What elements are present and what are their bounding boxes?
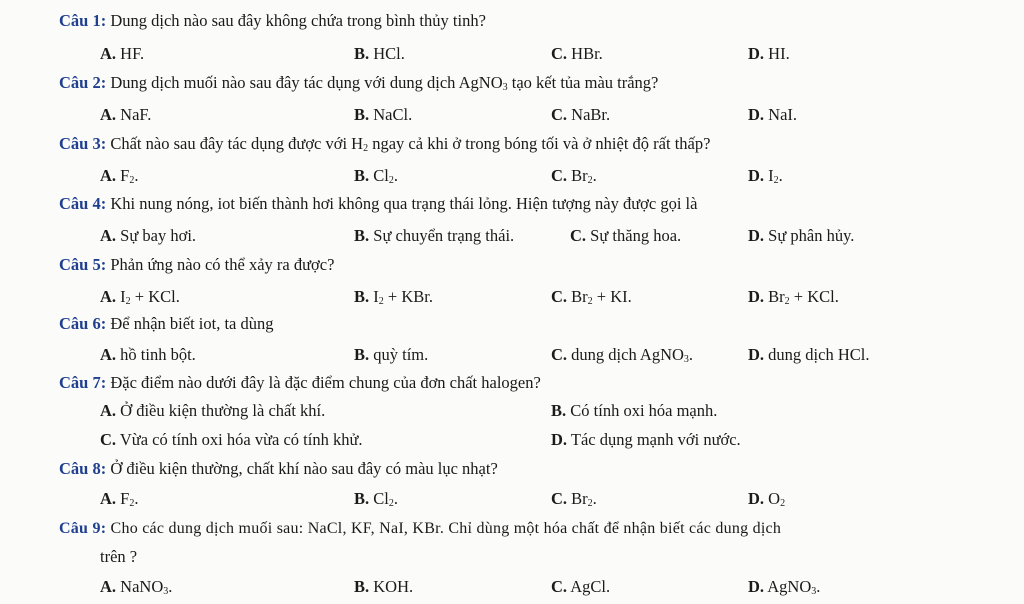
subscript: 2	[587, 175, 593, 186]
option-tail: .	[778, 166, 783, 185]
option-text: NaI.	[768, 105, 798, 124]
question-text: Phản ứng nào có thể xảy ra được?	[110, 255, 335, 274]
option-text: Tác dụng mạnh với nước.	[570, 430, 741, 449]
question-3	[59, 133, 710, 160]
option-text: Ở điều kiện thường là chất khí.	[120, 401, 326, 420]
option-d	[748, 576, 820, 603]
option-text: HI.	[768, 44, 790, 63]
question-2	[59, 72, 658, 99]
subscript: 2	[388, 498, 394, 509]
option-tail: .	[592, 489, 597, 508]
option-letter: B.	[551, 401, 567, 420]
option-d	[748, 225, 854, 247]
option-a	[100, 576, 172, 603]
question-label: Câu 2:	[59, 73, 107, 92]
option-letter: A.	[100, 44, 117, 63]
option-text: KOH.	[373, 577, 414, 596]
subscript: 2	[587, 296, 593, 307]
option-b	[354, 344, 428, 366]
option-tail: + KCl.	[130, 287, 180, 306]
question-6	[59, 313, 273, 335]
option-text: AgNO	[767, 577, 812, 596]
option-letter: A.	[100, 105, 117, 124]
option-b	[354, 43, 405, 65]
option-a	[100, 344, 196, 366]
option-tail: .	[393, 166, 398, 185]
option-text: I	[768, 166, 774, 185]
question-label: Câu 1:	[59, 11, 107, 30]
question-text: Cho các dung dịch muối sau: NaCl, KF, NaI, KBr. Chỉ dùng một hóa chất để nhận biết các dung dịch	[110, 520, 782, 537]
question-label: Câu 8:	[59, 459, 107, 478]
option-letter: C.	[100, 430, 117, 449]
option-letter: B.	[354, 489, 370, 508]
subscript: 2	[363, 143, 369, 154]
option-text: O	[768, 489, 781, 508]
option-text: Có tính oxi hóa mạnh.	[570, 401, 718, 420]
option-c	[100, 429, 363, 451]
option-letter: B.	[354, 226, 370, 245]
option-letter: C.	[551, 345, 568, 364]
option-a	[100, 165, 138, 192]
option-text: NaBr.	[571, 105, 611, 124]
option-d	[551, 429, 741, 451]
option-letter: C.	[551, 577, 568, 596]
question-text: Đặc điểm nào dưới đây là đặc điểm chung của đơn chất halogen?	[110, 373, 541, 392]
option-tail: .	[592, 166, 597, 185]
option-letter: D.	[551, 430, 568, 449]
option-text: Sự thăng hoa.	[590, 226, 682, 245]
question-label: Câu 4:	[59, 194, 107, 213]
option-c	[551, 104, 610, 126]
option-a	[100, 225, 196, 247]
option-d	[748, 286, 839, 313]
subscript: 3	[163, 586, 169, 597]
option-text: Sự bay hơi.	[120, 226, 197, 245]
option-text: Br	[768, 287, 785, 306]
option-tail: + KBr.	[383, 287, 433, 306]
question-text: Để nhận biết iot, ta dùng	[110, 314, 274, 333]
question-text-tail: ngay cả khi ở trong bóng tối và ở nhiệt độ rất thấp?	[368, 134, 711, 153]
question-label: Câu 3:	[59, 134, 107, 153]
option-text: dung dịch AgNO	[571, 345, 684, 364]
option-letter: C.	[551, 287, 568, 306]
option-b	[354, 488, 398, 515]
subscript: 2	[125, 296, 131, 307]
question-text: Khi nung nóng, iot biến thành hơi không qua trạng thái lỏng. Hiện tượng này được gọi là	[110, 194, 698, 213]
option-text: HBr.	[571, 44, 603, 63]
question-5	[59, 254, 334, 276]
option-b	[551, 400, 717, 422]
option-b	[354, 576, 413, 598]
option-d	[748, 43, 790, 65]
option-d	[748, 488, 785, 515]
question-label: Câu 5:	[59, 255, 107, 274]
option-b	[354, 225, 514, 247]
option-letter: B.	[354, 105, 370, 124]
subscript: 2	[378, 296, 384, 307]
option-b	[354, 286, 433, 313]
option-c	[551, 488, 597, 515]
option-c	[551, 344, 693, 371]
option-letter: B.	[354, 166, 370, 185]
subscript: 2	[773, 175, 779, 186]
option-letter: B.	[354, 345, 370, 364]
question-text: Chất nào sau đây tác dụng được với H	[110, 134, 364, 153]
option-tail: .	[688, 345, 694, 364]
option-c	[551, 165, 597, 192]
option-a	[100, 104, 151, 126]
option-tail: + KI.	[592, 287, 632, 306]
option-letter: D.	[748, 287, 765, 306]
option-a	[100, 43, 144, 65]
option-letter: C.	[551, 105, 568, 124]
option-text: F	[120, 489, 130, 508]
option-a	[100, 286, 180, 313]
subscript: 2	[129, 498, 135, 509]
option-letter: A.	[100, 287, 117, 306]
option-letter: A.	[100, 401, 117, 420]
question-9-continued	[100, 546, 137, 568]
option-text: I	[120, 287, 126, 306]
option-tail: .	[134, 166, 139, 185]
option-text: AgCl.	[570, 577, 611, 596]
option-text: Cl	[373, 166, 389, 185]
option-text: NaNO	[120, 577, 164, 596]
option-letter: B.	[354, 577, 370, 596]
option-d	[748, 104, 797, 126]
subscript: 2	[784, 296, 790, 307]
option-letter: D.	[748, 489, 765, 508]
question-label: Câu 9:	[59, 520, 107, 537]
option-letter: A.	[100, 166, 117, 185]
subscript: 2	[129, 175, 135, 186]
question-text: Ở điều kiện thường, chất khí nào sau đây có màu lục nhạt?	[110, 459, 498, 478]
option-b	[354, 104, 412, 126]
option-text: Vừa có tính oxi hóa vừa có tính khử.	[119, 430, 363, 449]
option-letter: B.	[354, 287, 370, 306]
subscript: 2	[388, 175, 394, 186]
option-text: dung dịch HCl.	[768, 345, 870, 364]
option-letter: D.	[748, 345, 765, 364]
option-text: quỳ tím.	[373, 345, 429, 364]
option-text: hồ tinh bột.	[120, 345, 196, 364]
option-letter: D.	[748, 166, 765, 185]
question-label: Câu 6:	[59, 314, 107, 333]
question-text-tail: tạo kết tủa màu trắng?	[507, 73, 659, 92]
option-text: Cl	[373, 489, 389, 508]
question-4	[59, 193, 697, 215]
option-b	[354, 165, 398, 192]
option-text: F	[120, 166, 130, 185]
option-text: HF.	[120, 44, 145, 63]
option-letter: A.	[100, 489, 117, 508]
option-text: NaF.	[120, 105, 152, 124]
option-d	[748, 344, 869, 366]
question-label: Câu 7:	[59, 373, 107, 392]
subscript: 2	[587, 498, 593, 509]
subscript: 3	[502, 82, 508, 93]
option-c	[570, 225, 681, 247]
option-letter: D.	[748, 226, 765, 245]
question-text: Dung dịch muối nào sau đây tác dụng với dung dịch AgNO	[110, 73, 503, 92]
option-letter: A.	[100, 226, 117, 245]
option-letter: C.	[551, 166, 568, 185]
option-letter: C.	[551, 44, 568, 63]
option-text: NaCl.	[373, 105, 413, 124]
option-a	[100, 400, 325, 422]
question-text-continued: trên ?	[100, 547, 138, 566]
subscript: 2	[780, 498, 786, 509]
option-text: Sự phân hủy.	[768, 226, 855, 245]
option-letter: D.	[748, 105, 765, 124]
option-tail: .	[393, 489, 398, 508]
option-tail: .	[168, 577, 173, 596]
question-8	[59, 458, 498, 480]
option-letter: D.	[748, 44, 765, 63]
option-a	[100, 488, 138, 515]
option-c	[551, 576, 610, 598]
option-text: Sự chuyển trạng thái.	[373, 226, 515, 245]
option-letter: A.	[100, 577, 117, 596]
option-tail: + KCl.	[789, 287, 839, 306]
option-c	[551, 43, 603, 65]
option-letter: B.	[354, 44, 370, 63]
option-tail: .	[134, 489, 139, 508]
subscript: 3	[683, 354, 689, 365]
option-text: HCl.	[373, 44, 405, 63]
question-7	[59, 372, 541, 394]
option-tail: .	[816, 577, 821, 596]
option-letter: A.	[100, 345, 117, 364]
option-text: I	[373, 287, 379, 306]
option-text: Br	[571, 166, 588, 185]
option-c	[551, 286, 632, 313]
question-text: Dung dịch nào sau đây không chứa trong bình thủy tinh?	[110, 11, 486, 30]
option-letter: C.	[551, 489, 568, 508]
option-letter: D.	[748, 577, 765, 596]
question-1	[59, 10, 486, 32]
question-9	[59, 518, 781, 540]
option-letter: C.	[570, 226, 587, 245]
option-text: Br	[571, 287, 588, 306]
option-d	[748, 165, 783, 192]
option-text: Br	[571, 489, 588, 508]
subscript: 3	[811, 586, 817, 597]
